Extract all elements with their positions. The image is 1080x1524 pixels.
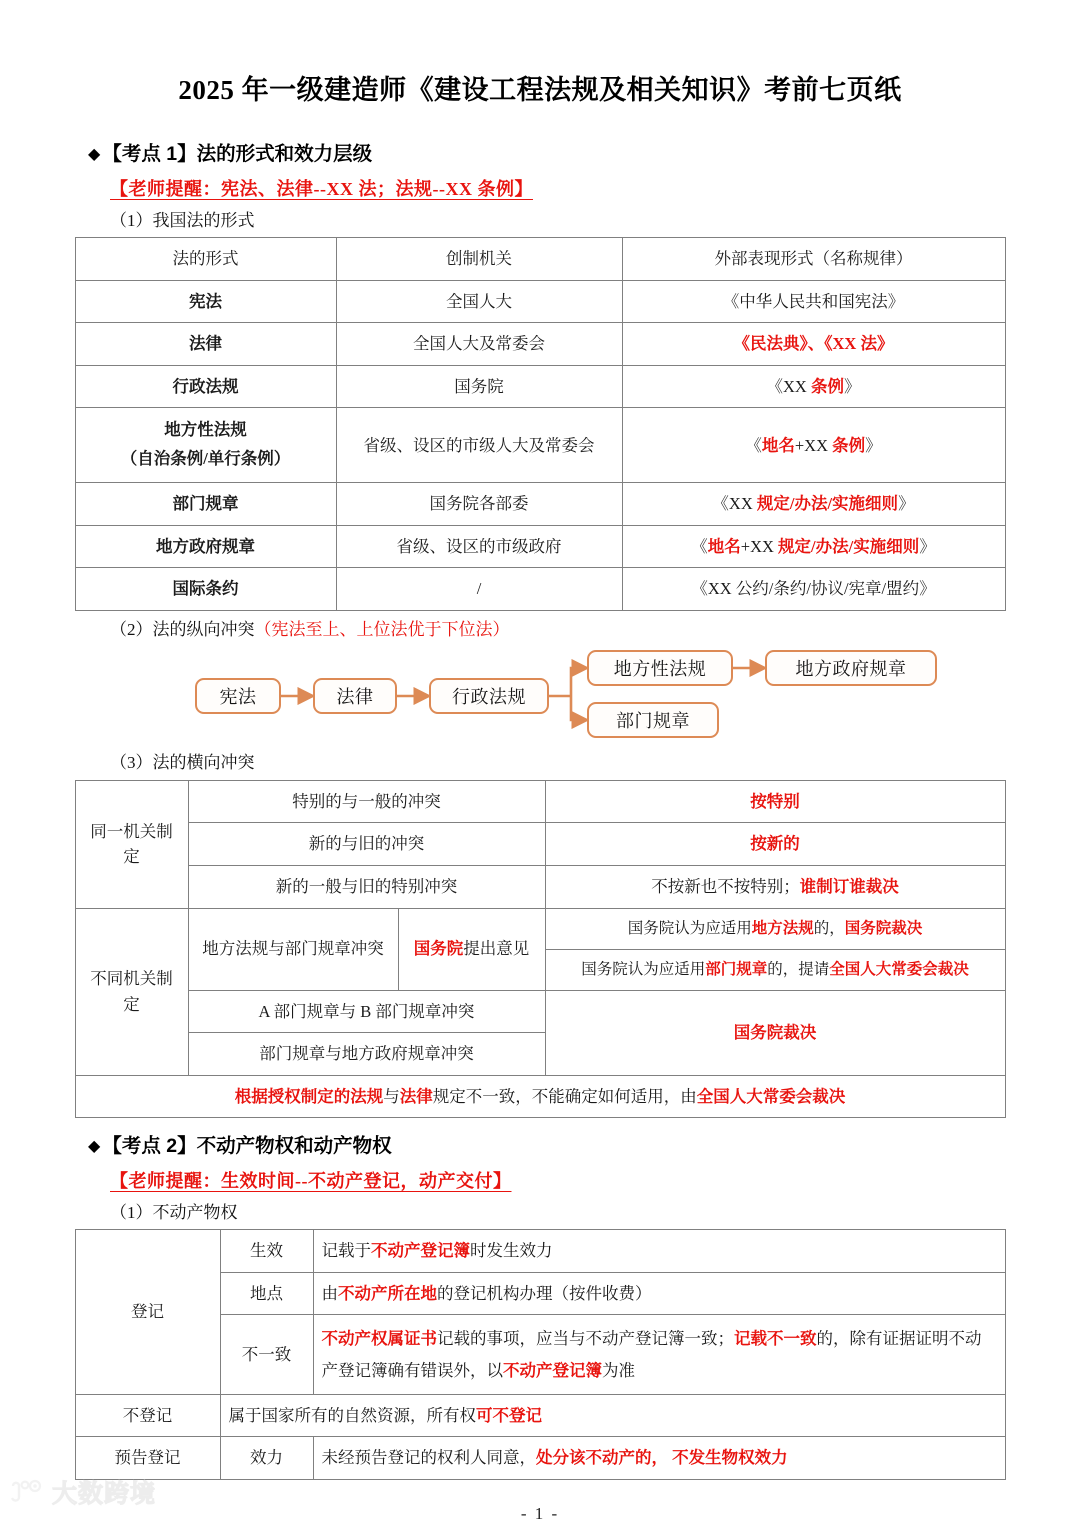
cell-conflict-type: 新的一般与旧的特别冲突 (188, 866, 545, 909)
cell-subtype: 不一致 (220, 1315, 313, 1395)
cell-description (313, 1272, 1005, 1315)
cell-group-advance-registration: 预告登记 (75, 1437, 220, 1480)
desc-part: 记载于 (321, 1241, 371, 1261)
resolution-part: 国务院认为应适用 (627, 919, 752, 937)
section-heading-1-label: 【考点 1】法的形式和效力层级 (102, 143, 373, 166)
cell-form: 地方政府规章 (75, 525, 336, 568)
desc-part: 不动产权属证书 (321, 1329, 437, 1349)
cell-organ: / (336, 568, 622, 611)
desc-part: 不动产登记簿 (503, 1360, 602, 1380)
subsection-label-1-2-red: （宪法至上、上位法优于下位法） (254, 619, 510, 639)
flow-node-admin-regulation (429, 678, 549, 714)
flow-node-label: 行政法规 (452, 687, 526, 708)
cell-conflict-type: 地方法规与部门规章冲突 (188, 908, 398, 990)
subsection-label-1-3: （3）法的横向冲突 (110, 753, 255, 773)
col-header-expression: 外部表现形式（名称规律） (622, 238, 1005, 281)
flow-node-local-regulation (587, 650, 733, 686)
resolution-part: 国务院裁决 (733, 1022, 817, 1042)
resolution-part: 国务院认为应适用 (581, 960, 706, 978)
cell-organ: 国务院 (336, 365, 622, 408)
resolution-part: 全国人大常委会裁决 (829, 960, 969, 978)
desc-part: 属于国家所有的自然资源，所有权 (228, 1405, 476, 1425)
table-row (75, 866, 1005, 909)
table-real-property-rights (75, 1229, 1006, 1480)
cell-subtype: 效力 (220, 1437, 313, 1480)
cell-authorization-note (75, 1075, 1005, 1118)
diamond-bullet-icon: ◆ (88, 1138, 101, 1156)
desc-part: 的登记机构办理（按件收费） (437, 1283, 652, 1303)
resolution-part: 按特别 (750, 791, 800, 811)
watermark-text: 大数跨境 (52, 1479, 157, 1508)
opinion-part: 提出意见 (463, 939, 530, 959)
resolution-part: 按新的 (750, 834, 800, 854)
desc-part: 未经预告登记的权利人同意， (321, 1448, 536, 1468)
cell-description (313, 1437, 1005, 1480)
expr-part: 》 (919, 536, 936, 556)
cell-organ: 省级、设区的市级人大及常委会 (336, 408, 622, 483)
cell-conflict-type: A 部门规章与 B 部门规章冲突 (188, 990, 545, 1033)
cell-subtype: 生效 (220, 1230, 313, 1273)
table-row (75, 280, 1005, 323)
teacher-note-1: 【老师提醒：宪法、法律--XX 法；法规--XX 条例】 (110, 178, 533, 199)
resolution-part: 的，提请 (767, 960, 830, 978)
note-part: 全国人大常委会裁决 (696, 1086, 846, 1106)
teacher-note-2: 【老师提醒：生效时间--不动产登记，动产交付】 (110, 1170, 512, 1191)
cell-form: 宪法 (75, 280, 336, 323)
cell-form: 行政法规 (75, 365, 336, 408)
opinion-part: 国务院 (413, 939, 464, 959)
cell-description (313, 1230, 1005, 1273)
cell-organ: 国务院各部委 (336, 483, 622, 526)
flow-node-label: 地方性法规 (613, 659, 707, 680)
cell-description (313, 1315, 1005, 1395)
table-row (75, 365, 1005, 408)
subsection-label-1-2-plain: （2）法的纵向冲突 (110, 619, 255, 639)
cell-resolution (545, 949, 1005, 990)
cell-resolution (545, 780, 1005, 823)
desc-part: 时发生效力 (470, 1241, 553, 1261)
cell-group-different-organ: 不同机关制定 (75, 908, 188, 1075)
desc-part: 不动产所在地 (338, 1283, 437, 1303)
cell-organ: 省级、设区的市级政府 (336, 525, 622, 568)
resolution-part: 的， (813, 919, 845, 937)
table-header-row (75, 238, 1005, 281)
expr-part: 》 (865, 435, 882, 455)
cell-form: 法律 (75, 323, 336, 366)
cell-form (75, 408, 336, 483)
col-header-form: 法的形式 (75, 238, 336, 281)
table-row (75, 483, 1005, 526)
table-row (75, 1230, 1005, 1273)
resolution-part: 不按新也不按特别； (651, 877, 800, 896)
cell-expression (622, 525, 1005, 568)
cell-conflict-type: 特别的与一般的冲突 (188, 780, 545, 823)
flow-node-law (313, 678, 397, 714)
cell-opinion (398, 908, 545, 990)
desc-part: 可不登记 (476, 1405, 542, 1425)
cell-expression (622, 323, 1005, 366)
cell-resolution (545, 823, 1005, 866)
desc-part: 为准 (602, 1360, 635, 1380)
desc-part: 由 (321, 1283, 338, 1303)
cell-expression (622, 408, 1005, 483)
desc-part: 记载的事项，应当与不动产登记簿一致； (437, 1329, 734, 1349)
desc-part: 不动产登记簿 (371, 1241, 470, 1261)
table-row (75, 823, 1005, 866)
flow-node-label: 宪法 (219, 687, 257, 708)
expr-part: +XX (740, 536, 779, 556)
desc-part: 处分该不动产的， (536, 1448, 668, 1468)
table-row (75, 568, 1005, 611)
desc-part: 不发生物权效力 (672, 1448, 788, 1468)
page-number: - 1 - (520, 1503, 560, 1523)
resolution-part: 部门规章 (705, 960, 768, 978)
table-row (75, 1075, 1005, 1118)
expr-part: +XX (794, 435, 833, 455)
cell-conflict-type: 部门规章与地方政府规章冲突 (188, 1033, 545, 1076)
flow-node-local-government-rule (765, 650, 937, 686)
flow-node-department-rule (587, 702, 719, 738)
expr-part: 《中华人民共和国宪法》 (722, 291, 905, 311)
table-row (75, 990, 1005, 1033)
table-row (75, 908, 1005, 949)
expr-part: 地名 (761, 435, 795, 455)
table-row (75, 525, 1005, 568)
note-part: 规定不一致，不能确定如何适用，由 (432, 1086, 697, 1106)
flow-node-label: 部门规章 (616, 711, 690, 732)
desc-part: 记载不一致 (734, 1329, 817, 1349)
cell-conflict-type: 新的与旧的冲突 (188, 823, 545, 866)
section-heading-1 (0, 140, 1080, 169)
expr-part: 《 (745, 435, 762, 455)
flow-node-label: 法律 (336, 687, 374, 708)
diamond-bullet-icon: ◆ (88, 146, 101, 164)
cell-resolution-shared (545, 990, 1005, 1075)
cell-expression (622, 483, 1005, 526)
note-part: 根据授权制定的法规 (234, 1086, 384, 1106)
expr-part: 规定/办法/实施细则 (756, 494, 899, 514)
expr-part: 《民法典》、《XX 法》 (733, 334, 894, 354)
cell-group-registration: 登记 (75, 1230, 220, 1395)
table-row (75, 780, 1005, 823)
note-part: 法律 (399, 1086, 433, 1106)
expr-part: 》 (843, 376, 861, 396)
cell-form-line2: （自治条例/单行条例） (120, 449, 291, 469)
expr-part: 《XX (712, 494, 757, 514)
expr-part: 条例 (832, 435, 866, 455)
table-row (75, 323, 1005, 366)
note-part: 与 (383, 1086, 400, 1106)
table-row (75, 1437, 1005, 1480)
cell-expression (622, 365, 1005, 408)
flow-node-label: 地方政府规章 (795, 659, 907, 680)
cell-resolution (545, 908, 1005, 949)
table-row (75, 408, 1005, 483)
desc-part: 的，除有证据证明不动产登记簿确有错误外，以 (321, 1329, 982, 1380)
subsection-label-1-2 (0, 617, 1080, 643)
cell-group-same-organ: 同一机关制定 (75, 780, 188, 908)
table-row (75, 1394, 1005, 1437)
resolution-part: 国务院裁决 (844, 919, 923, 937)
flow-node-constitution (195, 678, 281, 714)
col-header-organ: 创制机关 (336, 238, 622, 281)
cell-expression (622, 280, 1005, 323)
resolution-part: 地方法规 (751, 919, 814, 937)
cell-organ: 全国人大 (336, 280, 622, 323)
expr-part: 《XX 公约/条约/协议/宪章/盟约》 (691, 579, 936, 599)
subsection-label-2-1: （1）不动产物权 (110, 1202, 238, 1222)
cell-group-no-registration: 不登记 (75, 1394, 220, 1437)
expr-part: 《XX (766, 376, 811, 396)
section-heading-2-label: 【考点 2】不动产物权和动产物权 (102, 1135, 392, 1158)
expr-part: 《 (691, 536, 708, 556)
expr-part: 》 (898, 494, 915, 514)
cell-form: 部门规章 (75, 483, 336, 526)
resolution-part: 谁制订谁裁决 (799, 877, 899, 896)
table-law-forms (75, 237, 1006, 611)
cell-subtype: 地点 (220, 1272, 313, 1315)
section-heading-2 (0, 1132, 1080, 1161)
cell-description (220, 1394, 1005, 1437)
table-horizontal-conflict (75, 780, 1006, 1118)
cell-organ: 全国人大及常委会 (336, 323, 622, 366)
law-hierarchy-flowchart (75, 646, 1005, 736)
expr-part: 条例 (810, 376, 844, 396)
cell-resolution (545, 866, 1005, 909)
cell-expression (622, 568, 1005, 611)
cell-form: 国际条约 (75, 568, 336, 611)
expr-part: 规定/办法/实施细则 (778, 536, 920, 556)
page-title: 2025 年一级建造师《建设工程法规及相关知识》考前七页纸 (178, 75, 902, 105)
cell-form-line1: 地方性法规 (164, 420, 247, 440)
subsection-label-1-1: （1）我国法的形式 (110, 210, 255, 230)
expr-part: 地名 (707, 536, 741, 556)
